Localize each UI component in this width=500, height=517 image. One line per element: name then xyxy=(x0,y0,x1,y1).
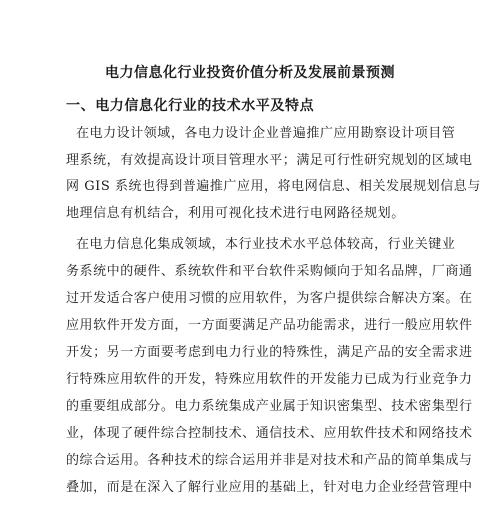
document-title: 电力信息化行业投资价值分析及发展前景预测 xyxy=(105,65,395,81)
paragraph2-line: 的综合运用。各种技术的综合运用并非是对技术和产品的简单集成与 xyxy=(66,453,473,468)
paragraph2-line: 应用软件开发方面，一方面要满足产品功能需求，进行一般应用软件 xyxy=(66,318,473,333)
paragraph2-line: 务系统中的硬件、系统软件和平台软件采购倾向于知名品牌，厂商通 xyxy=(66,264,473,279)
section-heading: 一、电力信息化行业的技术水平及特点 xyxy=(66,98,315,114)
paragraph2-line: 业，体现了硬件综合控制技术、通信技术、应用软件技术和网络技术 xyxy=(66,426,473,441)
paragraph1-line: 网 GIS 系统也得到普遍推广应用，将电网信息、相关发展规划信息与 xyxy=(66,179,481,194)
paragraph1-line: 地理信息有机结合，利用可视化技术进行电网路径规划。 xyxy=(66,206,405,221)
paragraph2-line: 开发；另一方面要考虑到电力行业的特殊性，满足产品的安全需求进 xyxy=(66,345,473,360)
paragraph2-line: 在电力信息化集成领域，本行业技术水平总体较高，行业关键业 xyxy=(76,237,456,252)
paragraph1-line: 在电力设计领域，各电力设计企业普遍推广应用勘察设计项目管 xyxy=(76,126,456,141)
paragraph2-line: 行特殊应用软件的开发，特殊应用软件的开发能力已成为行业竞争力 xyxy=(66,372,473,387)
paragraph1-line: 理系统，有效提高设计项目管理水平；满足可行性研究规划的区域电 xyxy=(66,153,473,168)
paragraph2-line: 过开发适合客户使用习惯的应用软件，为客户提供综合解决方案。在 xyxy=(66,291,473,306)
paragraph2-line: 的重要组成部分。电力系统集成产业属于知识密集型、技术密集型行 xyxy=(66,399,473,414)
paragraph2-line: 叠加，而是在深入了解行业应用的基础上，针对电力企业经营管理中 xyxy=(66,480,473,495)
